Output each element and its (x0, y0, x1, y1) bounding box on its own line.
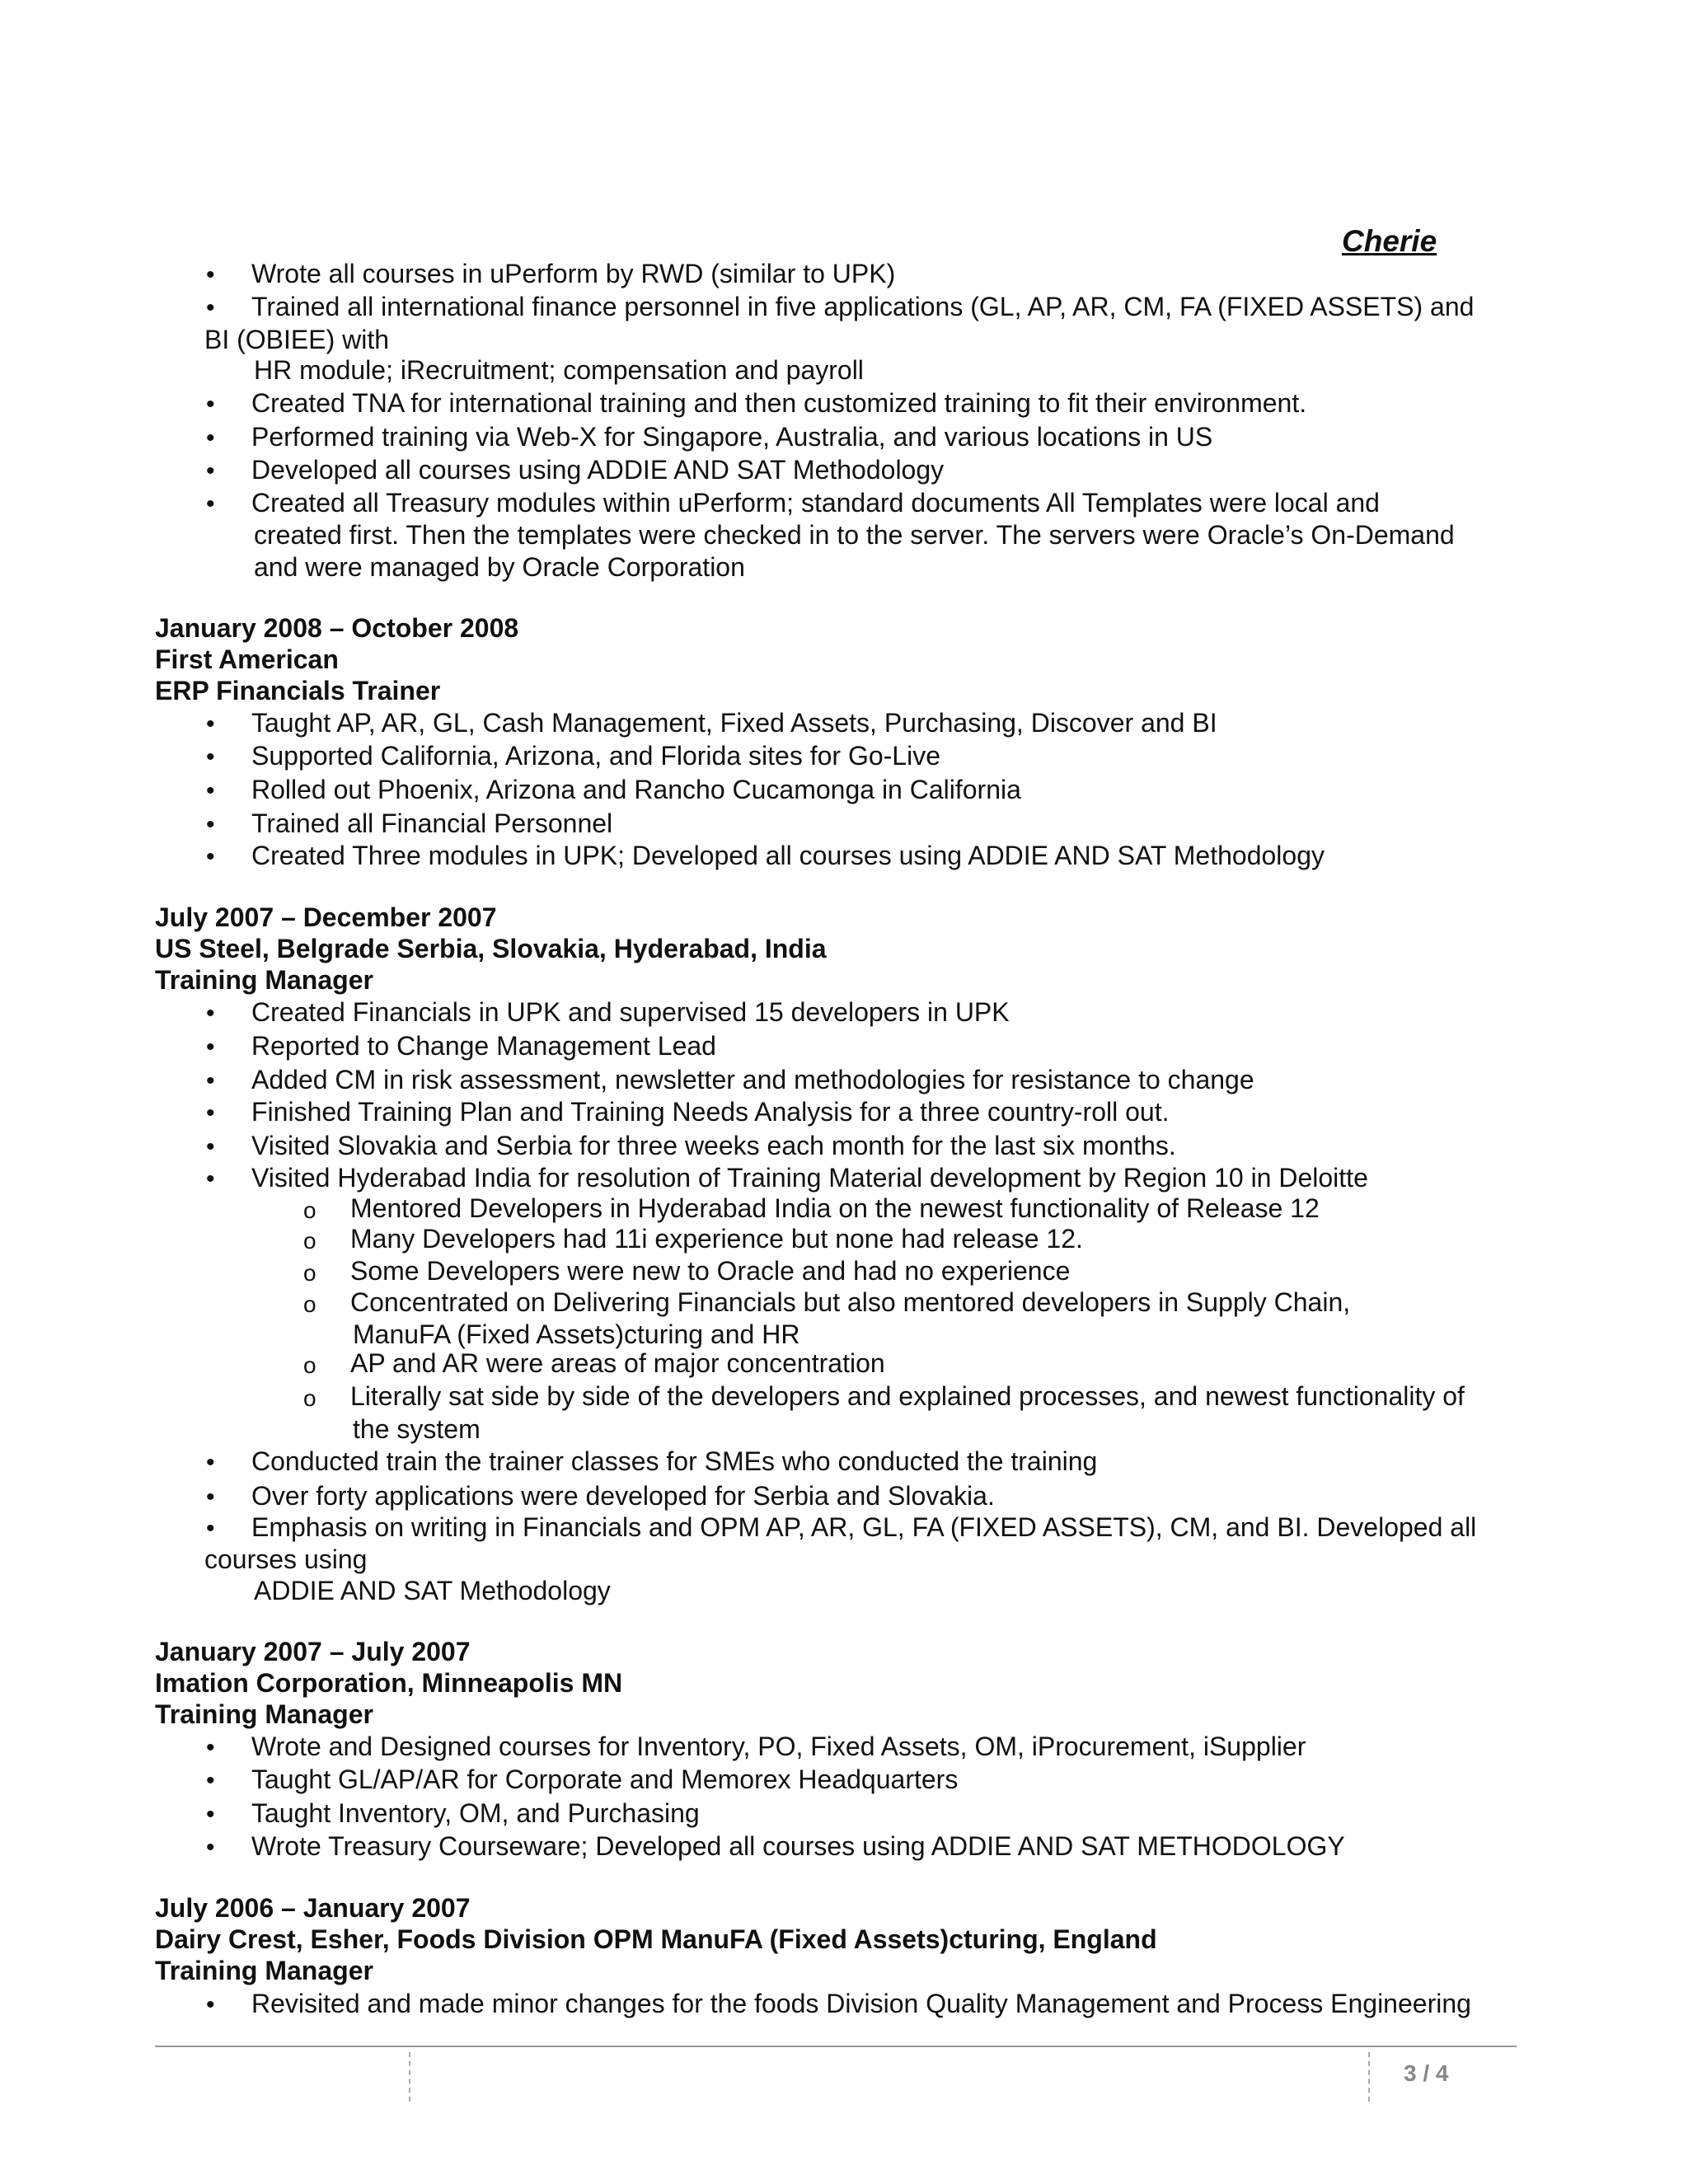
job-dates: January 2008 – October 2008 (155, 613, 519, 643)
sub-bullet-text: Mentored Developers in Hyderabad India on the newest functionality of Release 12 (350, 1193, 1320, 1223)
bullet-dot: • (206, 1033, 215, 1061)
job-company: Imation Corporation, Minneapolis MN (155, 1668, 623, 1698)
bullet-text: Supported California, Arizona, and Florida sites for Go-Live (251, 741, 940, 771)
bullet-dot: • (206, 1991, 215, 2018)
bullet-dot: • (206, 1133, 215, 1160)
job-company: US Steel, Belgrade Serbia, Slovakia, Hyderabad, India (155, 934, 827, 963)
bullet-continuation: HR module; iRecruitment; compensation and payroll (254, 355, 864, 385)
job-title: Training Manager (155, 965, 373, 995)
bullet-dot: • (206, 261, 215, 288)
sub-bullet-text: Concentrated on Delivering Financials but also mentored developers in Supply Chain, (350, 1287, 1351, 1317)
sub-bullet-marker: o (303, 1260, 316, 1286)
bullet-dot: • (206, 843, 215, 870)
bullet-dot: • (206, 1099, 215, 1127)
sub-bullet-marker: o (303, 1197, 316, 1223)
bullet-text: Taught Inventory, OM, and Purchasing (251, 1798, 700, 1828)
bullet-text: Developed all courses using ADDIE AND SAT Methodology (251, 455, 945, 485)
sub-bullet-continuation: the system (353, 1414, 481, 1444)
bullet-continuation: BI (OBIEE) with (204, 325, 390, 354)
bullet-text: Created Financials in UPK and supervised 15 developers in UPK (251, 997, 1010, 1027)
bullet-text: Created Three modules in UPK; Developed all courses using ADDIE AND SAT Methodology (251, 841, 1325, 870)
job-company: Dairy Crest, Esher, Foods Division OPM ManuFA (Fixed Assets)cturing, England (155, 1924, 1157, 1954)
bullet-dot: • (206, 1834, 215, 1861)
bullet-text: Added CM in risk assessment, newsletter and methodologies for resistance to change (251, 1065, 1254, 1094)
job-title: ERP Financials Trainer (155, 676, 441, 705)
job-dates: January 2007 – July 2007 (155, 1637, 471, 1666)
bullet-text: Taught GL/AP/AR for Corporate and Memorex Headquarters (251, 1765, 959, 1794)
bullet-text: Trained all Financial Personnel (251, 808, 613, 838)
bullet-text: Visited Hyderabad India for resolution of Training Material development by Region 10 in Deloitte (251, 1163, 1368, 1193)
bullet-text: Revisited and made minor changes for the foods Division Quality Management and Process Engineering (251, 1989, 1471, 2018)
bullet-text: Created all Treasury modules within uPerform; standard documents All Templates were local and (251, 488, 1380, 518)
sub-bullet-text: Some Developers were new to Oracle and had no experience (350, 1256, 1071, 1286)
job-dates: July 2007 – December 2007 (155, 902, 497, 932)
bullet-dot: • (206, 457, 215, 485)
bullet-text: Wrote all courses in uPerform by RWD (similar to UPK) (251, 259, 896, 288)
footer-divider (1368, 2052, 1370, 2102)
bullet-dot: • (206, 743, 215, 771)
bullet-dot: • (206, 1000, 215, 1027)
bullet-dot: • (206, 1165, 215, 1193)
bullet-dot: • (206, 777, 215, 804)
bullet-dot: • (206, 1067, 215, 1094)
bullet-continuation: created first. Then the templates were checked in to the server. The servers were Oracle’s On-Demand (254, 520, 1455, 550)
bullet-dot: • (206, 1767, 215, 1794)
sub-bullet-marker: o (303, 1352, 316, 1378)
footer-divider (409, 2052, 410, 2102)
sub-bullet-marker: o (303, 1228, 316, 1254)
bullet-text: Trained all international finance personnel in five applications (GL, AP, AR, CM, FA (FIXED ASSETS) and (251, 292, 1475, 321)
bullet-dot: • (206, 1801, 215, 1828)
bullet-text: Conducted train the trainer classes for SMEs who conducted the training (251, 1446, 1098, 1476)
bullet-text: Reported to Change Management Lead (251, 1031, 716, 1061)
bullet-dot: • (206, 391, 215, 418)
header-name: Cherie (1342, 224, 1437, 258)
sub-bullet-text: AP and AR were areas of major concentration (350, 1348, 885, 1378)
bullet-text: Performed training via Web-X for Singapore, Australia, and various locations in US (251, 422, 1213, 452)
bullet-dot: • (206, 1483, 215, 1511)
bullet-text: Taught AP, AR, GL, Cash Management, Fixed Assets, Purchasing, Discover and BI (251, 708, 1217, 738)
bullet-dot: • (206, 294, 215, 321)
bullet-continuation: courses using (204, 1544, 368, 1574)
bullet-text: Created TNA for international training and then customized training to fit their environment. (251, 388, 1307, 418)
bullet-text: Wrote and Designed courses for Inventory, PO, Fixed Assets, OM, iProcurement, iSupplier (251, 1732, 1306, 1761)
bullet-dot: • (206, 1515, 215, 1542)
job-title: Training Manager (155, 1699, 373, 1729)
page-number: 3 / 4 (1404, 2060, 1449, 2086)
bullet-text: Visited Slovakia and Serbia for three weeks each month for the last six months. (251, 1131, 1176, 1160)
sub-bullet-continuation: ManuFA (Fixed Assets)cturing and HR (353, 1319, 800, 1349)
job-company: First American (155, 644, 339, 674)
bullet-dot: • (206, 1449, 215, 1476)
bullet-text: Finished Training Plan and Training Needs Analysis for a three country-roll out. (251, 1097, 1170, 1127)
footer-rule (155, 2046, 1517, 2047)
sub-bullet-text: Many Developers had 11i experience but none had release 12. (350, 1224, 1083, 1254)
bullet-continuation: ADDIE AND SAT Methodology (254, 1576, 611, 1605)
bullet-continuation: and were managed by Oracle Corporation (254, 552, 745, 582)
job-title: Training Manager (155, 1956, 373, 1985)
sub-bullet-marker: o (303, 1385, 316, 1411)
bullet-dot: • (206, 1734, 215, 1761)
sub-bullet-text: Literally sat side by side of the developers and explained processes, and newest functionality of (350, 1381, 1465, 1411)
bullet-dot: • (206, 490, 215, 518)
bullet-text: Emphasis on writing in Financials and OPM AP, AR, GL, FA (FIXED ASSETS), CM, and BI. Developed all (251, 1512, 1477, 1542)
bullet-text: Wrote Treasury Courseware; Developed all courses using ADDIE AND SAT METHODOLOGY (251, 1831, 1345, 1861)
job-dates: July 2006 – January 2007 (155, 1893, 471, 1923)
sub-bullet-marker: o (303, 1291, 316, 1317)
bullet-text: Rolled out Phoenix, Arizona and Rancho Cucamonga in California (251, 775, 1021, 804)
bullet-dot: • (206, 811, 215, 838)
bullet-dot: • (206, 710, 215, 738)
bullet-dot: • (206, 424, 215, 452)
bullet-text: Over forty applications were developed for Serbia and Slovakia. (251, 1481, 995, 1511)
